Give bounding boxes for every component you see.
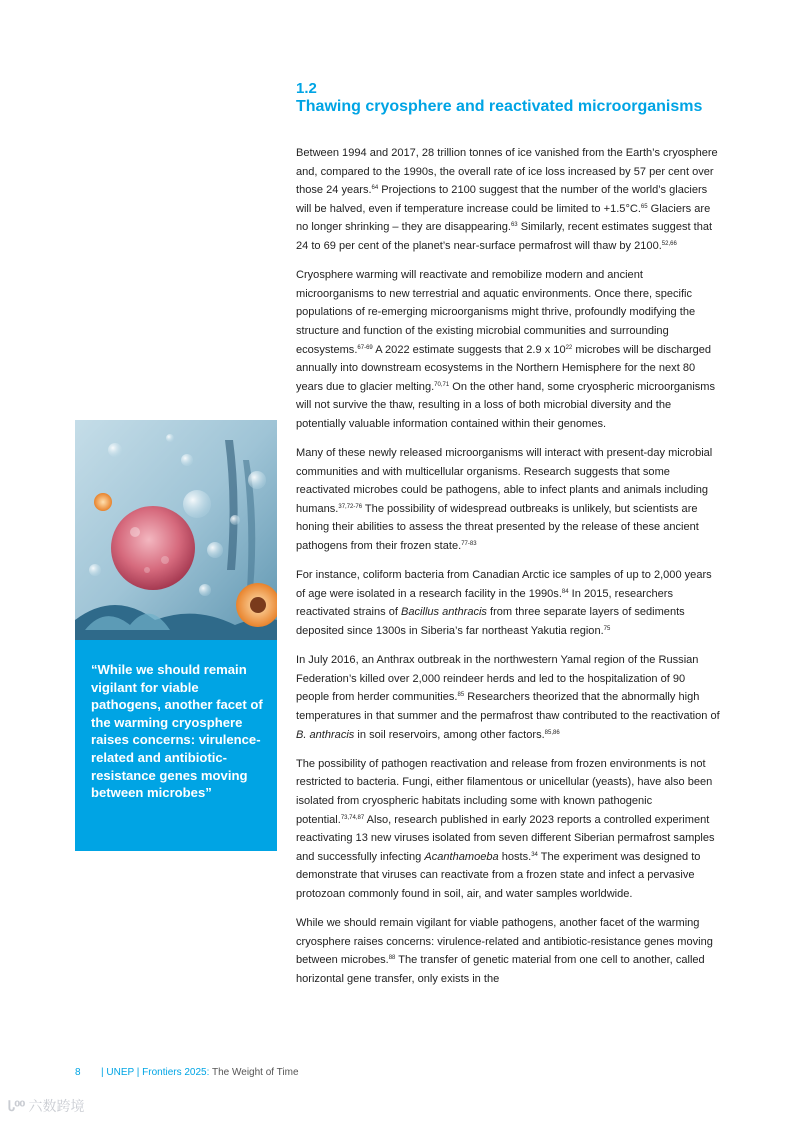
body-paragraph [296, 914, 720, 988]
citation-superscript: 88 [388, 955, 396, 962]
paragraph-text: in soil reservoirs, among other factors. [354, 728, 545, 741]
citation-superscript: 65 [640, 203, 648, 210]
page-footer [75, 1067, 299, 1078]
paragraph-text: hosts. [498, 850, 532, 863]
pull-quote-box [75, 640, 277, 851]
citation-superscript: 64 [371, 185, 379, 192]
watermark-logo-icon: Ꮣ⁰⁰ [8, 1098, 25, 1114]
italic-species-name: Acanthamoeba [424, 850, 499, 863]
body-text [296, 144, 720, 989]
citation-superscript: 34 [531, 851, 538, 858]
pull-quote-text: “While we should remain vigilant for viable pathogens, another facet of the warming cryosphere raises concerns: virulence-related and antibiotic-resistance genes moving between microbes” [91, 662, 263, 801]
body-paragraph [296, 566, 720, 640]
paragraph-text: Also, research published in early 2023 reports a controlled experiment reactivating 13 new viruses isolated from seven different Siberian permafrost samples and successfully infecting [296, 813, 715, 863]
citation-superscript: 84 [561, 588, 569, 595]
citation-superscript: 85 [457, 692, 465, 699]
paragraph-text: A 2022 estimate suggests that 2.9 x 10 [372, 343, 566, 356]
citation-superscript: 37,72-76 [338, 503, 363, 510]
italic-species-name: Bacillus anthracis [401, 606, 487, 619]
paragraph-text: from three separate layers of sediments deposited since 1300s in Siberia’s far northeast Yakutia region. [296, 606, 685, 638]
paragraph-text: microbes will be discharged annually into downstream ecosystems in the Northern Hemisphere for the next 80 years due to glacier melting. [296, 343, 712, 393]
publication-subtitle: The Weight of Time [209, 1067, 299, 1078]
watermark-text: 六数跨境 [28, 1098, 85, 1114]
paragraph-text: Similarly, recent estimates suggest that 24 to 69 per cent of the planet’s near-surface permafrost will thaw by 2100. [296, 221, 713, 252]
italic-species-name: B. anthracis [296, 728, 355, 741]
body-paragraph [296, 444, 720, 556]
paragraph-text: Researchers theorized that the abnormally high temperatures in that summer and the permafrost thaw contributed to the reactivation of [296, 691, 720, 722]
citation-superscript: 70,71 [434, 381, 450, 388]
footer-separator: | UNEP | [101, 1067, 143, 1078]
paragraph-text: Projections to 2100 suggest that the number of the world’s glaciers will be halved, even if temperature increase could be limited to +1.5°C. [296, 184, 708, 215]
section-title: Thawing cryosphere and reactivated microorganisms [296, 98, 703, 115]
body-paragraph [296, 144, 720, 256]
section-number: 1.2 [296, 80, 317, 97]
citation-superscript: 77-83 [461, 541, 477, 548]
microorganism-illustration-image [75, 420, 277, 640]
paragraph-text: The possibility of pathogen reactivation and release from frozen environments is not restricted to bacteria. Fungi, either filamentous or unicellular (yeasts), have also been isolated from cryospheric habitats including some with known pathogenic potential. [296, 757, 713, 826]
watermark [8, 1096, 85, 1116]
paragraph-text: The possibility of widespread outbreaks is unlikely, but scientists are honing their abilities to assess the threat presented by the release of these ancient pathogens from their frozen state. [296, 502, 699, 553]
body-paragraph [296, 651, 720, 744]
paragraph-text: In July 2016, an Anthrax outbreak in the northwestern Yamal region of the Russian Federation’s killed over 2,000 reindeer herds and led to the hospitalization of 90 people from herder communities. [296, 654, 699, 704]
citation-superscript: 75 [603, 626, 611, 633]
page-number: 8 [75, 1067, 81, 1078]
citation-superscript: 63 [510, 222, 518, 229]
paragraph-text: Cryosphere warming will reactivate and remobilize modern and ancient microorganisms to new terrestrial and aquatic environments. Once there, specific populations of re-emerging microorganisms might thrive, profoundly modifying the structure and function of the existing microbial communities and surrounding ecosystems. [296, 269, 696, 356]
citation-superscript: 52,66 [661, 240, 677, 247]
body-paragraph [296, 266, 720, 433]
paragraph-text: In 2015, researchers reactivated strains of [296, 587, 673, 619]
citation-superscript: 67-69 [357, 344, 373, 351]
citation-superscript: 85,86 [544, 729, 560, 736]
paragraph-text: Between 1994 and 2017, 28 trillion tonnes of ice vanished from the Earth’s cryosphere and, compared to the 1990s, the overall rate of ice loss increased by 57 per cent over those 24 years. [296, 147, 718, 197]
paragraph-text: The experiment was designed to demonstrate that viruses can reactivate from a frozen state and infect a pervasive protozoan commonly found in soil, air, and water samples worldwide. [296, 850, 701, 900]
paragraph-text: For instance, coliform bacteria from Canadian Arctic ice samples of up to 2,000 years of age were isolated in a research facility in the 1990s. [296, 569, 712, 600]
publication-name: Frontiers 2025: [142, 1067, 210, 1078]
citation-superscript: 22 [565, 344, 573, 351]
citation-superscript: 73,74,87 [340, 814, 365, 821]
paragraph-text: Glaciers are no longer shrinking – they are disappearing. [296, 202, 711, 234]
body-paragraph [296, 755, 720, 904]
paragraph-text: Many of these newly released microorganisms will interact with present-day microbial communities and with multicellular organisms. Research suggests that some reactivated microbes could be pathogens, able to infect plants and animals including humans. [296, 447, 713, 515]
paragraph-text: On the other hand, some cryospheric microorganisms will not survive the thaw, resulting in a loss of both microbial diversity and the potentially valuable information contained within their genomes. [296, 380, 716, 430]
paragraph-text: While we should remain vigilant for viable pathogens, another facet of the warming cryosphere raises concerns: virulence-related and antibiotic-resistance genes moving between microbes. [296, 917, 713, 967]
paragraph-text: The transfer of genetic material from one cell to another, called horizontal gene transfer, only exists in the [296, 954, 705, 985]
